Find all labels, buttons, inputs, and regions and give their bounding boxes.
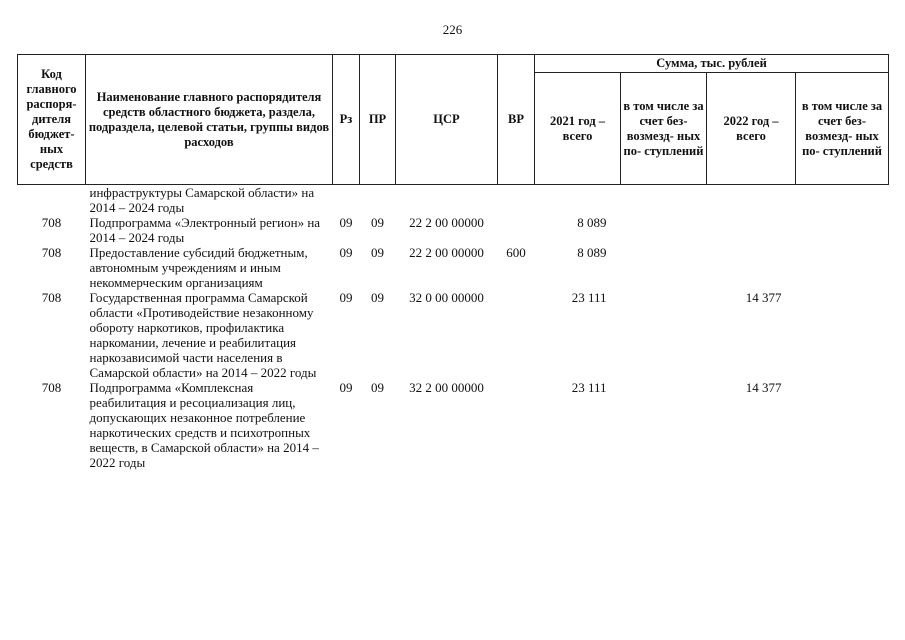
table-row (18, 215, 889, 245)
cell-vr (498, 215, 535, 245)
cell-pr: 09 (371, 245, 384, 260)
cell-2021-free (621, 215, 707, 245)
cell-2021-total: 8 089 (577, 215, 607, 230)
header-2022-total: 2022 год – всего (707, 73, 796, 185)
cell-csr: 22 2 00 00000 (409, 245, 484, 260)
cell-name: Подпрограмма «Электронный регион» на 2014 – 2024 годы (89, 215, 321, 245)
cell-2021-total: 23 111 (571, 380, 607, 395)
cell-rz: 09 (339, 245, 353, 260)
table-row (18, 185, 889, 216)
cell-2021-free (621, 245, 707, 290)
cell-2022-total: 14 377 (745, 290, 782, 305)
cell-2021-free (621, 290, 707, 380)
cell-code: 708 (41, 290, 62, 305)
cell-code: 708 (41, 380, 62, 395)
cell-pr: 09 (371, 215, 384, 230)
cell-csr: 32 2 00 00000 (409, 380, 484, 395)
cell-2022-total (707, 245, 796, 290)
cell-vr: 600 (506, 245, 526, 260)
header-2021-total: 2021 год – всего (535, 73, 621, 185)
cell-pr (360, 185, 396, 216)
cell-2022-total (707, 185, 796, 216)
cell-rz (333, 185, 360, 216)
cell-name: инфраструктуры Самарской области» на 2014 – 2024 годы (89, 185, 315, 215)
cell-2021-total (535, 185, 621, 216)
cell-code: 708 (41, 215, 62, 230)
cell-csr: 22 2 00 00000 (409, 215, 484, 230)
cell-2021-total: 8 089 (577, 245, 607, 260)
header-code: Код главного распоря- дителя бюджет- ных средств (18, 55, 86, 185)
cell-2021-free (621, 185, 707, 216)
cell-2021-total: 23 111 (571, 290, 607, 305)
cell-csr: 32 0 00 00000 (409, 290, 484, 305)
header-csr: ЦСР (396, 55, 498, 185)
cell-rz: 09 (339, 290, 353, 305)
header-rz: Рз (333, 55, 360, 185)
cell-vr (498, 185, 535, 216)
cell-2022-free (796, 215, 889, 245)
cell-pr: 09 (371, 290, 384, 305)
table-row (18, 245, 889, 290)
cell-code (18, 185, 86, 216)
table-row (18, 290, 889, 380)
cell-vr (498, 380, 535, 470)
header-sum: Сумма, тыс. рублей (535, 55, 889, 73)
header-2022-free: в том числе за счет без- возмезд- ных по- ступлений (796, 73, 889, 185)
cell-2022-total: 14 377 (745, 380, 782, 395)
cell-2021-free (621, 380, 707, 470)
cell-2022-free (796, 245, 889, 290)
cell-rz: 09 (339, 380, 353, 395)
header-name: Наименование главного распорядителя средств областного бюджета, раздела, подраздела, целевой статьи, группы видов расходов (86, 55, 333, 185)
cell-name: Государственная программа Самарской области «Противодействие незаконному обороту наркотиков, профилактика наркомании, лечение и реабилитация наркозависимой части населения в Самарской области» на 2014 – 2022 годы (89, 290, 317, 380)
cell-vr (498, 290, 535, 380)
cell-2022-free (796, 290, 889, 380)
cell-name: Предоставление субсидий бюджетным, автономным учреждениям и иным некоммерческим организациям (89, 245, 308, 290)
cell-name: Подпрограмма «Комплексная реабилитация и ресоциализация лиц, допускающих незаконное потребление наркотических средств и психотропных веществ, в Самарской области» на 2014 – 2022 годы (89, 380, 319, 470)
cell-pr: 09 (371, 380, 384, 395)
cell-rz: 09 (339, 215, 353, 230)
page-number: 226 (442, 22, 463, 37)
header-pr: ПР (360, 55, 396, 185)
cell-2022-total (707, 215, 796, 245)
cell-code: 708 (41, 245, 62, 260)
header-vr: ВР (498, 55, 535, 185)
header-2021-free: в том числе за счет без- возмезд- ных по- ступлений (621, 73, 707, 185)
cell-2022-free (796, 380, 889, 470)
cell-2022-free (796, 185, 889, 216)
budget-table (17, 54, 889, 470)
cell-csr (396, 185, 498, 216)
table-row (18, 380, 889, 470)
